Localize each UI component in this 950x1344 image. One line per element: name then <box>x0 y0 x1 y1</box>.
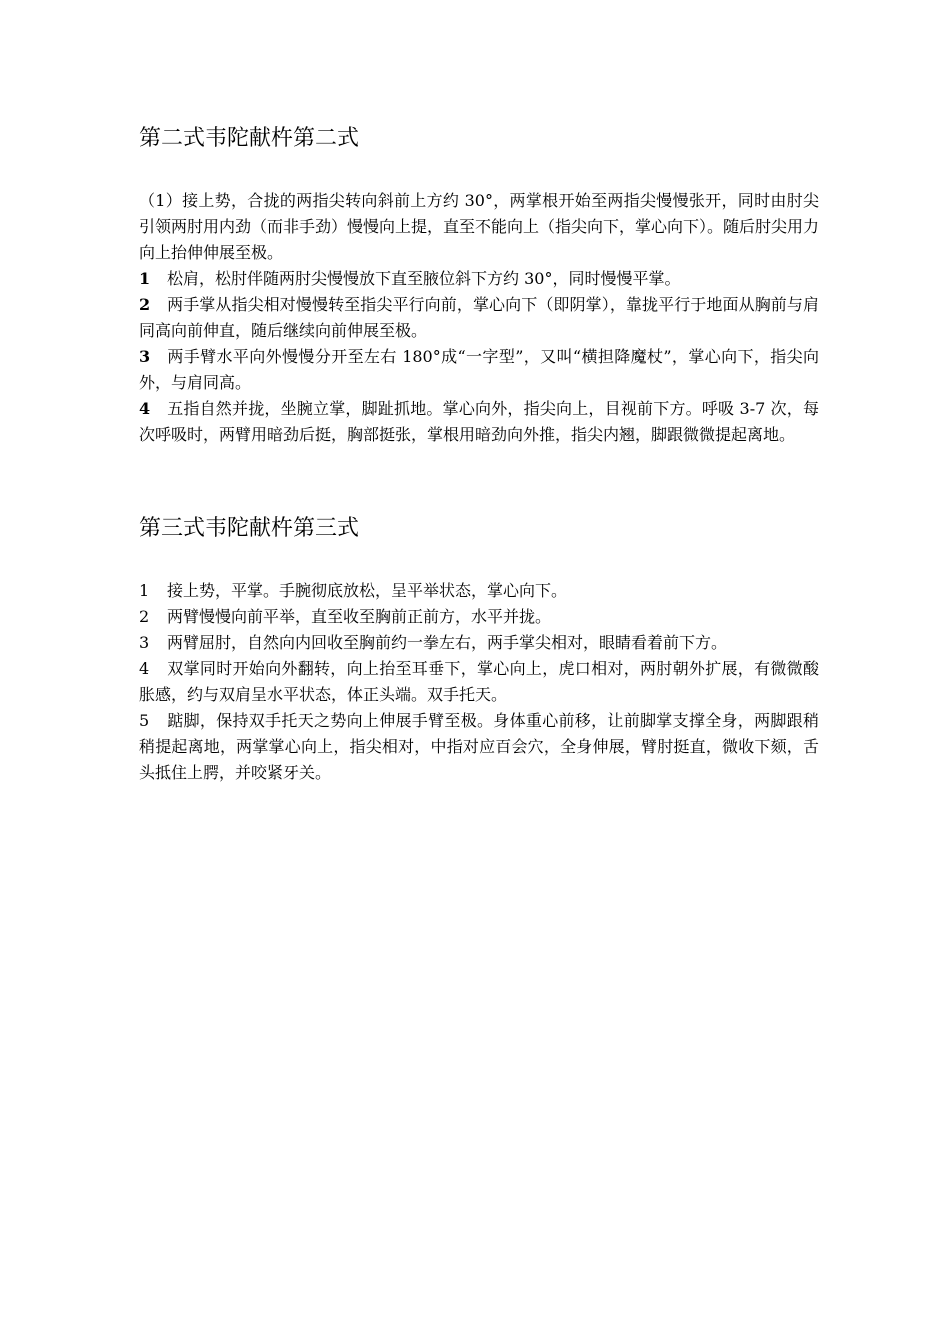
section-body-2 <box>139 188 819 448</box>
paragraph-text: 两手掌从指尖相对慢慢转至指尖平行向前，掌心向下（即阴掌），靠拢平行于地面从胸前与肩同高向前伸直，随后继续向前伸展至极。 <box>139 295 819 340</box>
step-number: 4 <box>139 399 151 418</box>
paragraph-step-2 <box>139 604 819 630</box>
paragraph-step-1 <box>139 578 819 604</box>
paragraph-text: 两臂屈肘，自然向内回收至胸前约一拳左右，两手掌尖相对，眼睛看着前下方。 <box>167 633 728 652</box>
paragraph-text: 踮脚，保持双手托天之势向上伸展手臂至极。身体重心前移，让前脚掌支撑全身，两脚跟稍稍提起离地，两掌掌心向上，指尖相对，中指对应百会穴，全身伸展，臂肘挺直，微收下颏，舌头抵住上腭，并咬紧牙关。 <box>139 711 819 782</box>
paragraph-step-4 <box>139 396 819 448</box>
step-number: 3 <box>139 633 150 652</box>
paragraph-text: 两手臂水平向外慢慢分开至左右 180°成“一字型”，又叫“横担降魔杖”，掌心向下，指尖向外，与肩同高。 <box>139 347 819 392</box>
paragraph-text: 双掌同时开始向外翻转，向上抬至耳垂下，掌心向上，虎口相对，两肘朝外扩展，有微微酸胀感，约与双肩呈水平状态，体正头端。双手托天。 <box>139 659 819 704</box>
paragraph-text: 松肩，松肘伴随两肘尖慢慢放下直至腋位斜下方约 30°，同时慢慢平掌。 <box>167 269 681 288</box>
paragraph-step-3 <box>139 344 819 396</box>
paragraph-intro <box>139 188 819 266</box>
step-number: 1 <box>139 581 150 600</box>
paragraph-text: 两臂慢慢向前平举，直至收至胸前正前方，水平并拢。 <box>167 607 552 626</box>
paragraph-step-2 <box>139 292 819 344</box>
paragraph-text: 五指自然并拢，坐腕立掌，脚趾抓地。掌心向外，指尖向上，目视前下方。呼吸 3-7 次，每次呼吸时，两臂用暗劲后挺，胸部挺张，掌根用暗劲向外推，指尖内翘，脚跟微微提起离地。 <box>139 399 819 444</box>
paragraph-step-3 <box>139 630 819 656</box>
step-number: 2 <box>139 607 150 626</box>
section-title-3: 第三式韦陀献杵第三式 <box>139 516 360 541</box>
paragraph-step-1 <box>139 266 819 292</box>
section-body-3 <box>139 578 819 786</box>
step-number: 1 <box>139 269 151 288</box>
step-number: 4 <box>139 659 150 678</box>
paragraph-step-5 <box>139 708 819 786</box>
step-number: 5 <box>139 711 150 730</box>
section-title-2: 第二式韦陀献杵第二式 <box>139 126 360 151</box>
paragraph-text: 接上势，平掌。手腕彻底放松，呈平举状态，掌心向下。 <box>167 581 568 600</box>
paragraph-step-4 <box>139 656 819 708</box>
step-number: 3 <box>139 347 151 366</box>
step-number: 2 <box>139 295 151 314</box>
paragraph-text: （1）接上势，合拢的两指尖转向斜前上方约 30°，两掌根开始至两指尖慢慢张开，同时由肘尖引领两肘用内劲（而非手劲）慢慢向上提，直至不能向上（指尖向下，掌心向下）。随后肘尖用力向上抬伸伸展至极。 <box>139 191 820 262</box>
